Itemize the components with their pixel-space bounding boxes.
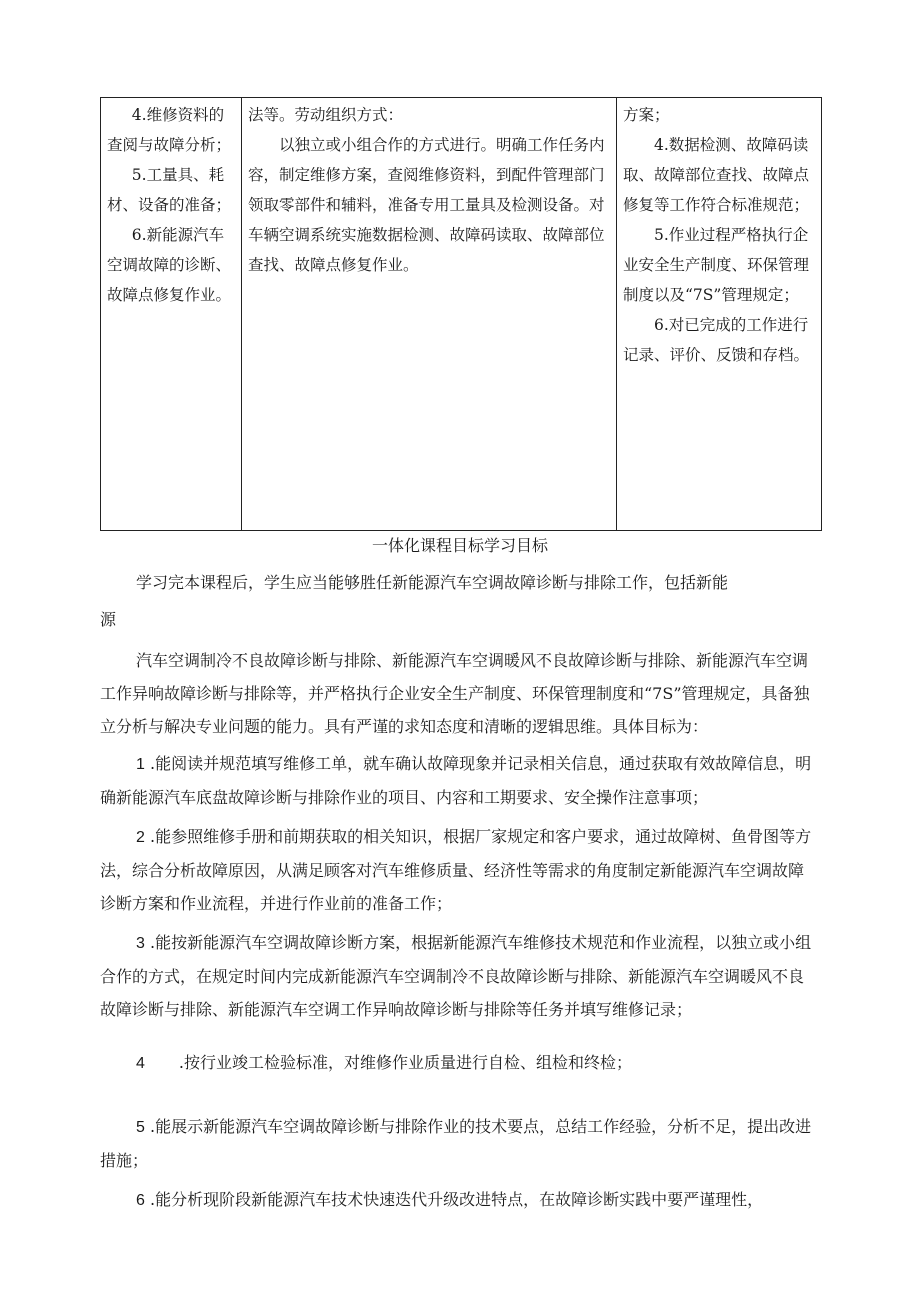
intro-line: 学习完本课程后，学生应当能够胜任新能源汽车空调故障诊断与排除工作，包括新能 <box>136 573 729 592</box>
cell-item: 5.工量具、耗材、设备的准备； <box>107 166 232 214</box>
goal-number: 6 <box>136 1192 145 1209</box>
goal-number: 4 <box>136 1055 145 1072</box>
goal-item <box>100 1110 818 1177</box>
cell-item: 法等。劳动组织方式： <box>248 106 404 124</box>
cell-item: 以独立或小组合作的方式进行。明确工作任务内容，制定维修方案，查阅维修资料，到配件管理部门领取零部件和辅料，准备专用工量具及检测设备。对车辆空调系统实施数据检测、故障码读取、故障部位查找、故障点修复作业。 <box>248 136 605 274</box>
goal-number: 3 <box>136 935 145 952</box>
goal-item <box>100 926 818 1026</box>
goal-item <box>100 820 818 920</box>
goal-number: 5 <box>136 1119 145 1136</box>
goal-item <box>100 747 818 814</box>
goal-number: 2 <box>136 829 145 846</box>
goal-number: 1 <box>136 756 145 773</box>
intro-line: 源 <box>100 610 117 629</box>
cell-item: 4.维修资料的查阅与故障分析； <box>107 106 232 154</box>
section-heading: 一体化课程目标学习目标 <box>371 536 548 555</box>
cell-item: 4.数据检测、故障码读取、故障部位查找、故障点修复等工作符合标准规范； <box>623 136 810 214</box>
table-cell-col3 <box>617 98 822 531</box>
cell-item: 6.对已完成的工作进行记录、评价、反馈和存档。 <box>623 316 810 364</box>
cell-item: 方案； <box>623 106 670 124</box>
goal-item <box>100 1046 818 1080</box>
goal-text: .能参照维修手册和前期获取的相关知识，根据厂家规定和客户要求，通过故障树、鱼骨图等方法，综合分析故障原因，从满足顾客对汽车维修质量、经济性等需求的角度制定新能源汽车空调故障诊断方案和作业流程，并进行作业前的准备工作； <box>100 827 812 913</box>
goal-item <box>100 1183 818 1217</box>
goal-text: .按行业竣工检验标准，对维修作业质量进行自检、组检和终检； <box>178 1053 632 1072</box>
goal-text: .能按新能源汽车空调故障诊断方案，根据新能源汽车维修技术规范和作业流程，以独立或小组合作的方式，在规定时间内完成新能源汽车空调制冷不良故障诊断与排除、新能源汽车空调暖风不良故障诊断与排除、新能源汽车空调工作异响故障诊断与排除等任务并填写维修记录； <box>100 933 812 1019</box>
curriculum-table <box>100 97 822 531</box>
table-cell-col1 <box>101 98 242 531</box>
goal-text: .能分析现阶段新能源汽车技术快速迭代升级改进特点，在故障诊断实践中要严谨理性， <box>150 1190 764 1209</box>
goal-text: .能展示新能源汽车空调故障诊断与排除作业的技术要点，总结工作经验，分析不足，提出改进措施； <box>100 1117 812 1170</box>
table-cell-col2 <box>242 98 617 531</box>
intro-paragraph: 汽车空调制冷不良故障诊断与排除、新能源汽车空调暖风不良故障诊断与排除、新能源汽车空调工作异响故障诊断与排除等，并严格执行企业安全生产制度、环保管理制度和“7S”管理规定，具备独立分析与解决专业问题的能力。具有严谨的求知态度和清晰的逻辑思维。具体目标为： <box>100 651 810 736</box>
body-text <box>100 566 818 1217</box>
cell-item: 6.新能源汽车空调故障的诊断、故障点修复作业。 <box>107 226 232 304</box>
cell-item: 5.作业过程严格执行企业安全生产制度、环保管理制度以及“7S”管理规定； <box>623 226 810 304</box>
goal-text: .能阅读并规范填写维修工单，就车确认故障现象并记录相关信息，通过获取有效故障信息，明确新能源汽车底盘故障诊断与排除作业的项目、内容和工期要求、安全操作注意事项； <box>100 754 812 807</box>
